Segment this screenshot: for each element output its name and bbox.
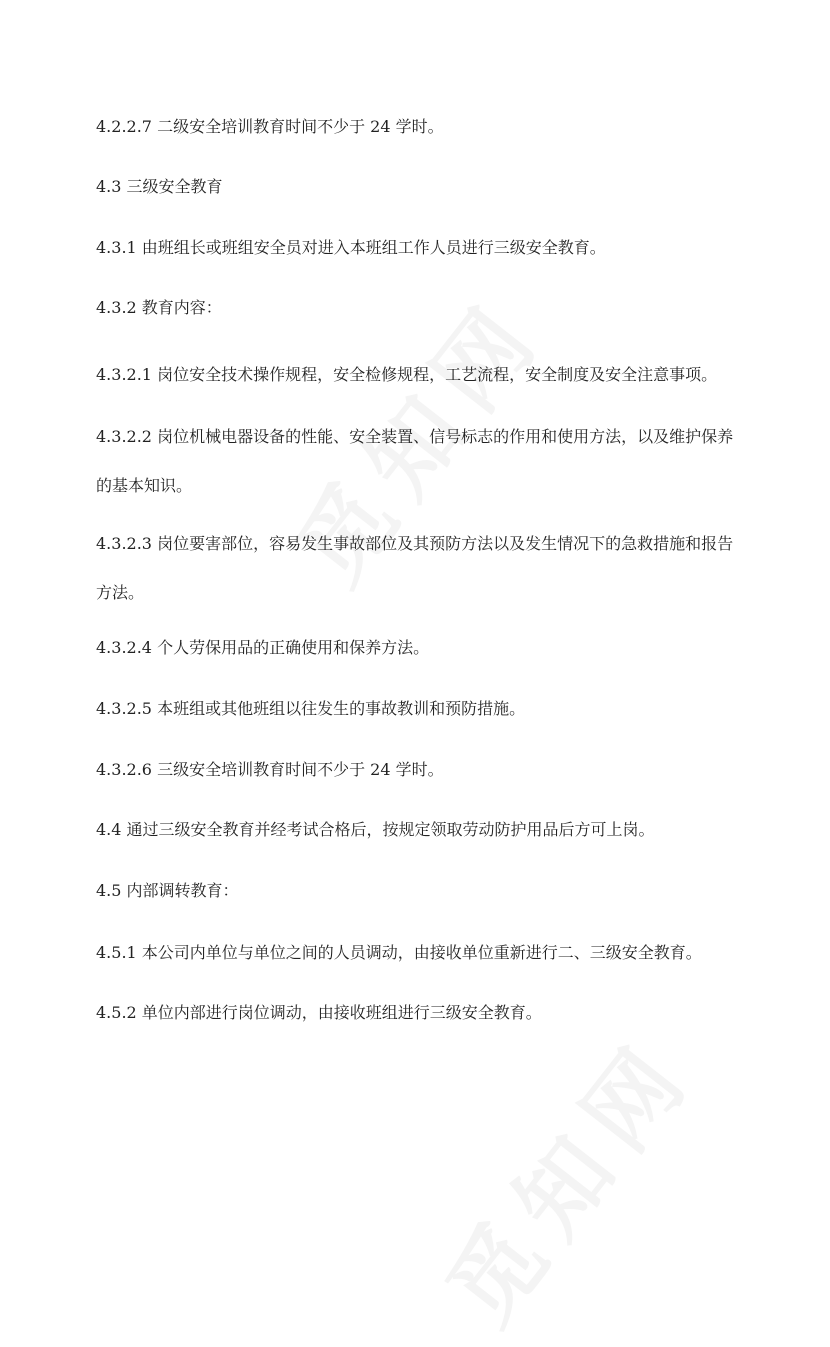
paragraph-4-3-2-5: 4.3.2.5 本班组或其他班组以往发生的事故教训和预防措施。 <box>96 699 526 718</box>
paragraph-4-5-1: 4.5.1 本公司内单位与单位之间的人员调动，由接收单位重新进行二、三级安全教育。 <box>96 943 702 962</box>
paragraph-4-3-2-4: 4.3.2.4 个人劳保用品的正确使用和保养方法。 <box>96 638 430 657</box>
paragraph-4-5-2: 4.5.2 单位内部进行岗位调动，由接收班组进行三级安全教育。 <box>96 1003 542 1022</box>
paragraph-4-3-2-6: 4.3.2.6 三级安全培训教育时间不少于 24 学时。 <box>96 760 444 779</box>
heading-4-3: 4.3 三级安全教育 <box>96 177 223 196</box>
paragraph-4-3-2-3: 4.3.2.3 岗位要害部位，容易发生事故部位及其预防方法以及发生情况下的急救措施和报告方法。 <box>96 534 734 602</box>
paragraph-4-3-1: 4.3.1 由班组长或班组安全员对进入本班组工作人员进行三级安全教育。 <box>96 238 606 257</box>
paragraph-4-2-2-7: 4.2.2.7 二级安全培训教育时间不少于 24 学时。 <box>96 117 444 136</box>
paragraph-4-3-2-2: 4.3.2.2 岗位机械电器设备的性能、安全装置、信号标志的作用和使用方法，以及维护保养的基本知识。 <box>96 427 734 495</box>
paragraph-4-3-2-1: 4.3.2.1 岗位安全技术操作规程，安全检修规程，工艺流程，安全制度及安全注意事项。 <box>96 365 718 384</box>
paragraph-4-4: 4.4 通过三级安全教育并经考试合格后，按规定领取劳动防护用品后方可上岗。 <box>96 820 655 839</box>
paragraph-4-3-2: 4.3.2 教育内容： <box>96 298 222 317</box>
heading-4-5: 4.5 内部调转教育： <box>96 881 239 900</box>
watermark-bottom <box>411 1005 718 1346</box>
